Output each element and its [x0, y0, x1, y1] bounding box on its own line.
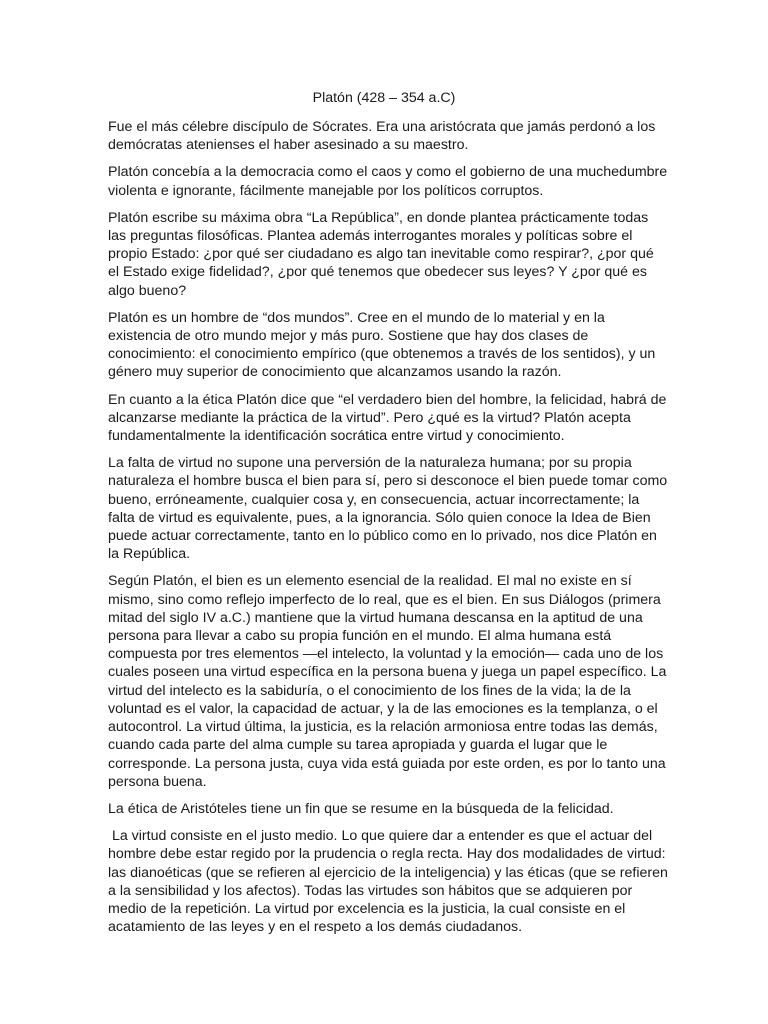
document-body: [108, 118, 672, 945]
paragraph: La falta de virtud no supone una perversión de la naturaleza humana; por su propia naturaleza el hombre busca el bien para sí, pero si desconoce el bien puede tomar como bueno, erróneamente, cualquier cosa y, en consecuencia, actuar incorrectamente; la falta de virtud es equivalente, pues, a la ignorancia. Sólo quien conoce la Idea de Bien puede actuar correctamente, tanto en lo público como en lo privado, nos dice Platón en la República.: [108, 455, 668, 563]
paragraph: La ética de Aristóteles tiene un fin que se resume en la búsqueda de la felicidad.: [108, 800, 614, 817]
paragraph: Según Platón, el bien es un elemento esencial de la realidad. El mal no existe en sí mismo, sino como reflejo imperfecto de lo real, que es el bien. En sus Diálogos (primera mitad del siglo IV a.C.) mantiene que la virtud humana descansa en la aptitud de una persona para llevar a cabo su propia función en el mundo. El alma humana está compuesta por tres elementos —el intelecto, la voluntad y la emoción— cada uno de los cuales poseen una virtud específica en la persona buena y juega un papel específico. La virtud del intelecto es la sabiduría, o el conocimiento de los fines de la vida; la de la voluntad es el valor, la capacidad de actuar, y la de las emociones es la templanza, o el autocontrol. La virtud última, la justicia, es la relación armoniosa entre todas las demás, cuando cada parte del alma cumple su tarea apropiada y guarda el lugar que le corresponde. La persona justa, cuya vida está guiada por este orden, es por lo tanto una persona buena.: [108, 573, 667, 790]
paragraph: Platón concebía a la democracia como el caos y como el gobierno de una muchedumbre violenta e ignorante, fácilmente manejable por los políticos corruptos.: [108, 164, 668, 199]
paragraph: Platón es un hombre de “dos mundos”. Cree en el mundo de lo material y en la existencia de otro mundo mejor y más puro. Sostiene que hay dos clases de conocimiento: el conocimiento empírico (que obtenemos a través de los sentidos), y un género muy superior de conocimiento que alcanzamos usando la razón.: [108, 309, 656, 381]
paragraph: En cuanto a la ética Platón dice que “el verdadero bien del hombre, la felicidad, habrá de alcanzarse mediante la práctica de la virtud”. Pero ¿qué es la virtud? Platón acepta fundamentalmente la identificación socrática entre virtud y conocimiento.: [108, 391, 667, 445]
paragraph: La virtud consiste en el justo medio. Lo que quiere dar a entender es que el actuar del hombre debe estar regido por la prudencia o regla recta. Hay dos modalidades de virtud: las dianoéticas (que se refieren al ejercicio de la inteligencia) y las éticas (que se refieren a la sensibilidad y los afectos). Todas las virtudes son hábitos que se adquieren por medio de la repetición. La virtud por excelencia es la justicia, la cual consiste en el acatamiento de las leyes y en el respeto a los demás ciudadanos.: [108, 828, 672, 936]
paragraph: Platón escribe su máxima obra “La República”, en donde plantea prácticamente todas las preguntas filosóficas. Plantea además interrogantes morales y políticas sobre el propio Estado: ¿por qué ser ciudadano es algo tan inevitable como respirar?, ¿por qué el Estado exige fidelidad?, ¿por qué tenemos que obedecer sus leyes? Y ¿por qué es algo bueno?: [108, 209, 654, 299]
document-title: Platón (428 – 354 a.C): [312, 90, 456, 106]
paragraph: Fue el más célebre discípulo de Sócrates. Era una aristócrata que jamás perdonó a los demócratas atenienses el haber asesinado a su maestro.: [108, 119, 656, 154]
